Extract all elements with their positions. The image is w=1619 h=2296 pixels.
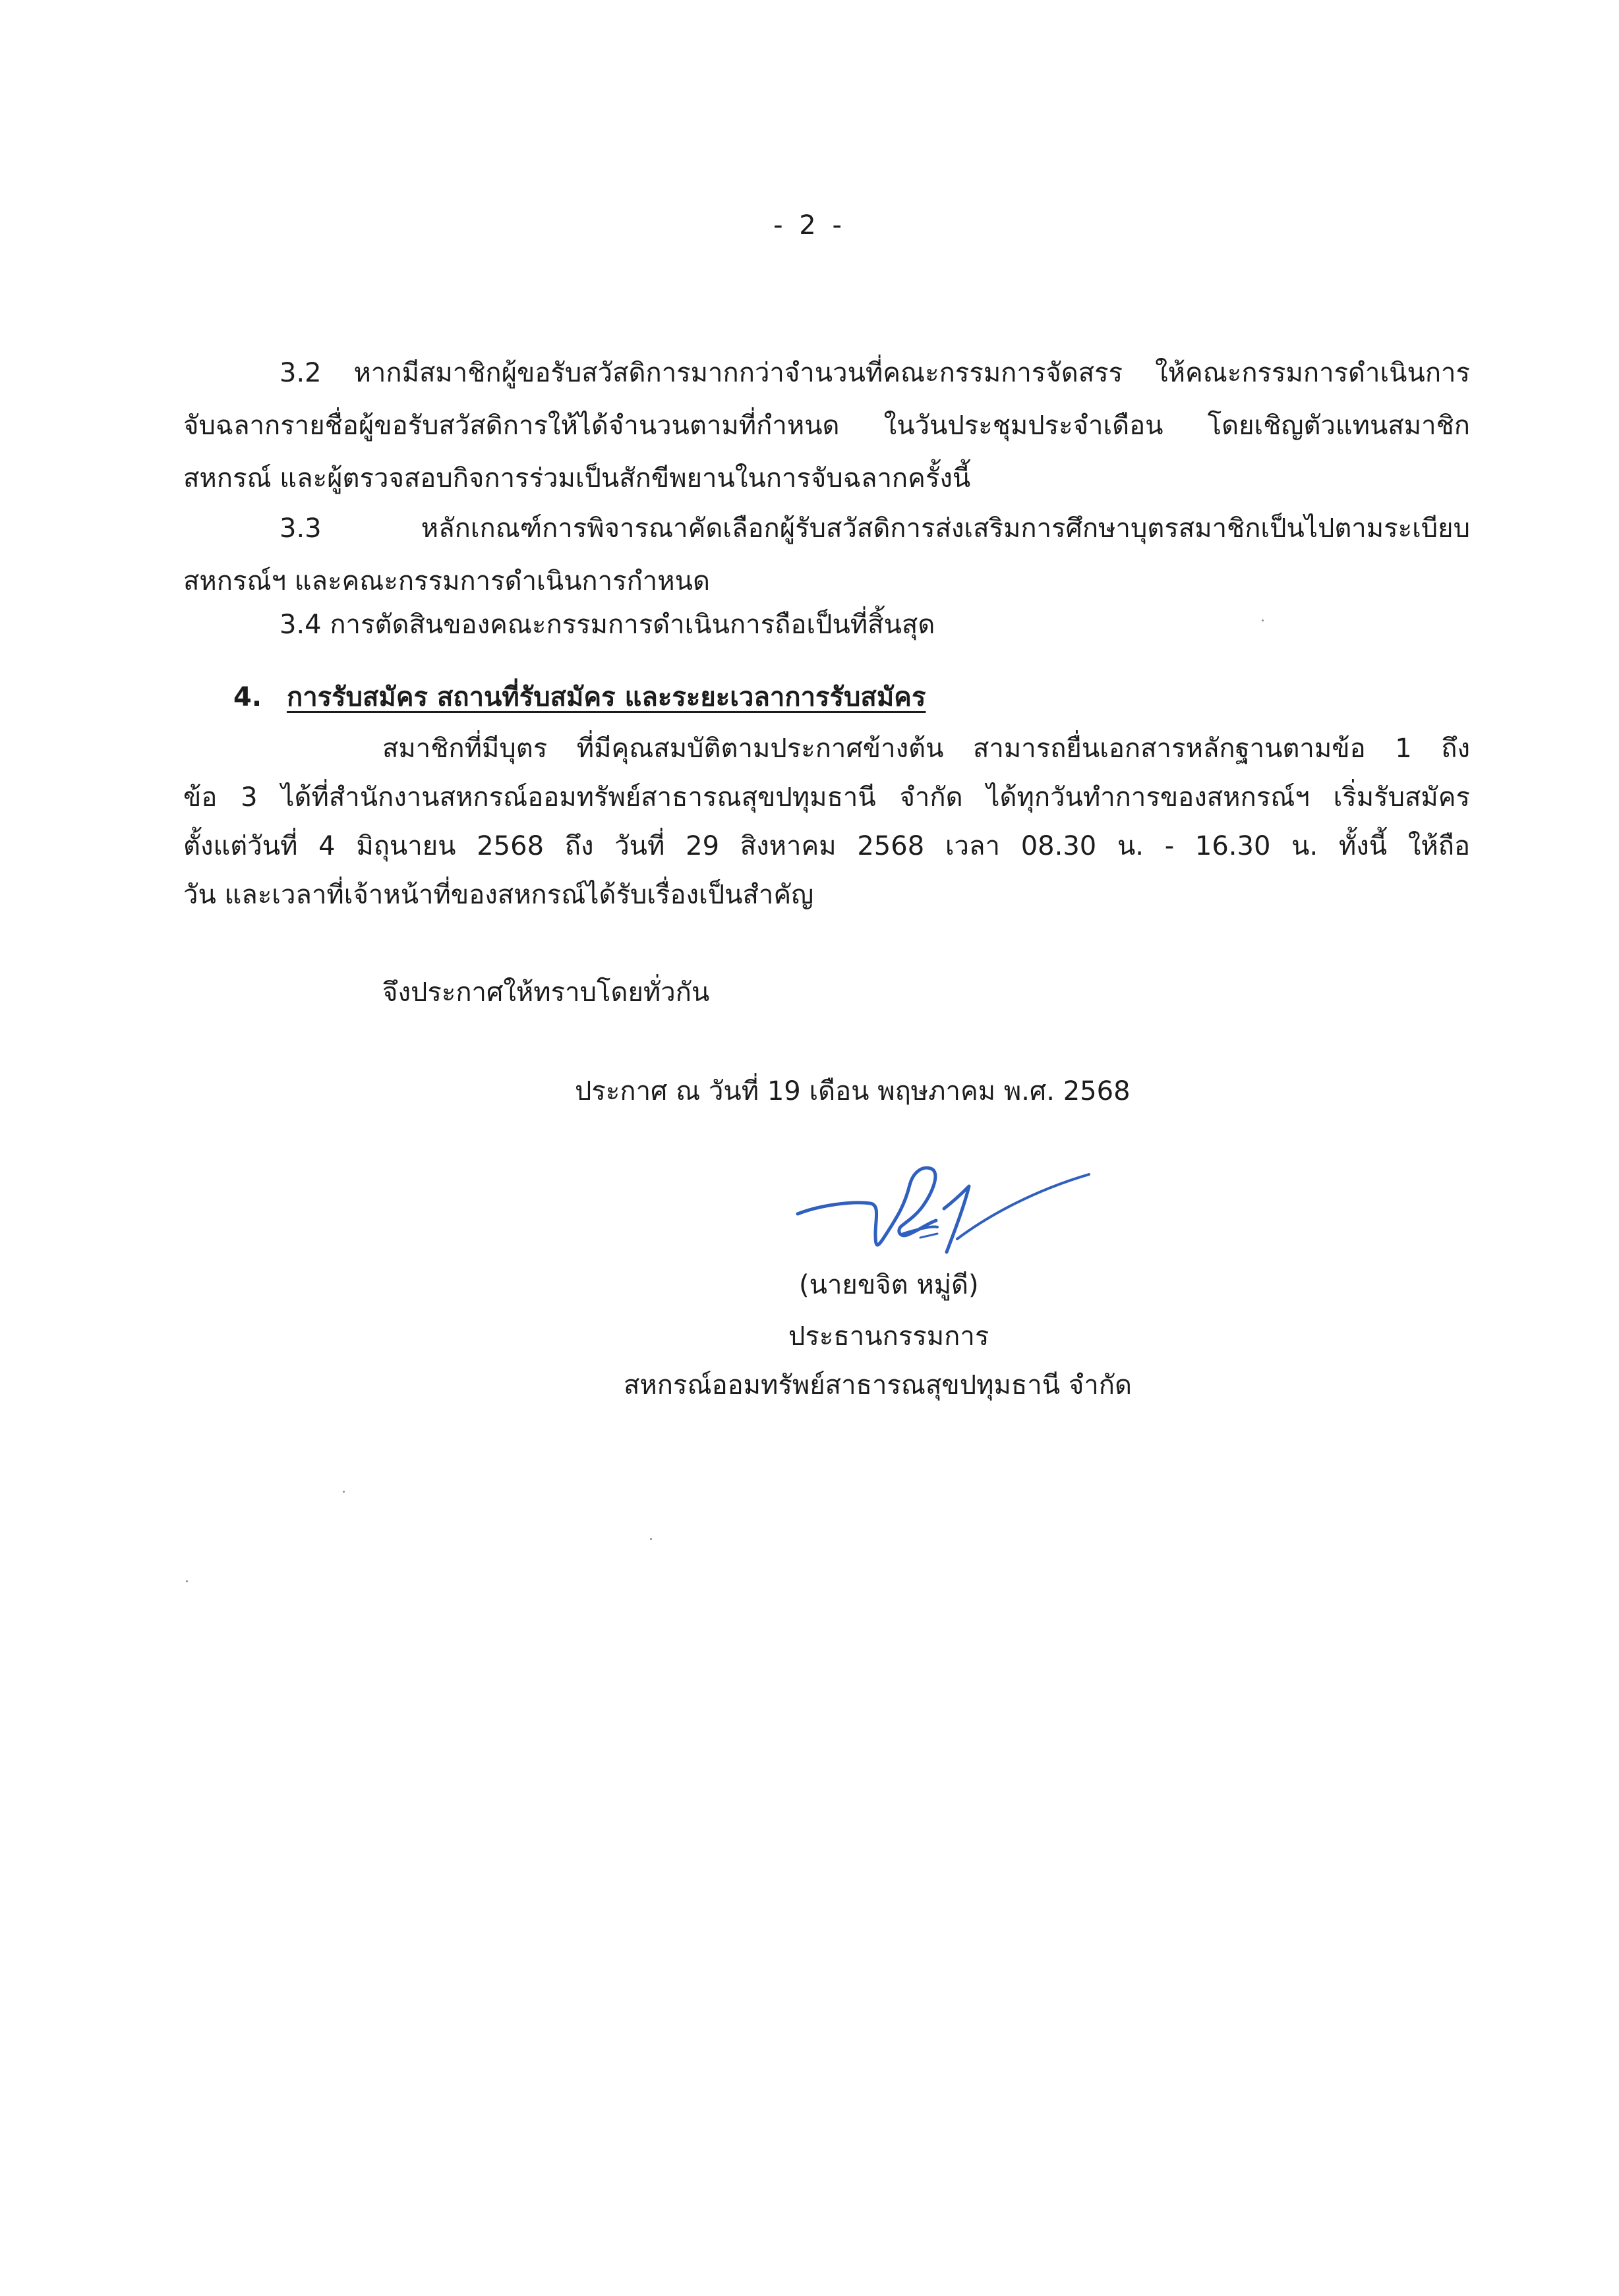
item-3-2-line-3: สหกรณ์ และผู้ตรวจสอบกิจการร่วมเป็นสักขีพยานในการจับฉลากครั้งนี้	[183, 463, 971, 494]
announce-date: ประกาศ ณ วันที่ 19 เดือน พฤษภาคม พ.ศ. 2568	[575, 1076, 1131, 1106]
signatory-organization: สหกรณ์ออมทรัพย์สาธารณสุขปทุมธานี จำกัด	[624, 1370, 1132, 1400]
item-3-3-line-1: 3.3 หลักเกณฑ์การพิจารณาคัดเลือกผู้รับสวัสดิการส่งเสริมการศึกษาบุตรสมาชิกเป็นไปตามระเบียบ	[280, 513, 1470, 544]
section-4-line-4: วัน และเวลาที่เจ้าหน้าที่ของสหกรณ์ได้รับเรื่องเป็นสำคัญ	[183, 880, 814, 910]
section-4-line-1: สมาชิกที่มีบุตร ที่มีคุณสมบัติตามประกาศข้างต้น สามารถยื่นเอกสารหลักฐานตามข้อ 1 ถึง	[382, 733, 1470, 764]
section-4-line-3: ตั้งแต่วันที่ 4 มิถุนายน 2568 ถึง วันที่ 29 สิงหาคม 2568 เวลา 08.30 น. - 16.30 น. ทั้งนี้ ให้ถือ	[183, 831, 1470, 861]
scan-speck	[650, 1538, 652, 1540]
section-4-heading	[233, 679, 926, 716]
section-4-number: 4.	[233, 682, 262, 712]
closing-statement: จึงประกาศให้ทราบโดยทั่วกัน	[382, 977, 710, 1008]
scan-speck	[186, 1580, 188, 1582]
section-4-title: การรับสมัคร สถานที่รับสมัคร และระยะเวลาการรับสมัคร	[286, 682, 926, 712]
item-3-3-line-2: สหกรณ์ฯ และคณะกรรมการดำเนินการกำหนด	[183, 566, 710, 596]
page-number: - 2 -	[773, 210, 846, 241]
item-3-2-line-1: 3.2 หากมีสมาชิกผู้ขอรับสวัสดิการมากกว่าจำนวนที่คณะกรรมการจัดสรร ให้คณะกรรมการดำเนินการ	[280, 358, 1470, 388]
signatory-name: (นายขจิต หมู่ดี)	[799, 1270, 979, 1300]
scan-speck	[1262, 619, 1264, 621]
signatory-position: ประธานกรรมการ	[788, 1321, 989, 1352]
scan-speck	[343, 1491, 345, 1493]
item-3-4-line-1: 3.4 การตัดสินของคณะกรรมการดำเนินการถือเป็นที่สิ้นสุด	[280, 610, 935, 640]
section-4-line-2: ข้อ 3 ได้ที่สำนักงานสหกรณ์ออมทรัพย์สาธารณสุขปทุมธานี จำกัด ได้ทุกวันทำการของสหกรณ์ฯ เริ่มรับสมัคร	[183, 782, 1470, 813]
handwritten-signature	[791, 1160, 1107, 1265]
item-3-2-line-2: จับฉลากรายชื่อผู้ขอรับสวัสดิการให้ได้จำนวนตามที่กำหนด ในวันประชุมประจำเดือน โดยเชิญตัวแทนสมาชิก	[183, 411, 1470, 441]
